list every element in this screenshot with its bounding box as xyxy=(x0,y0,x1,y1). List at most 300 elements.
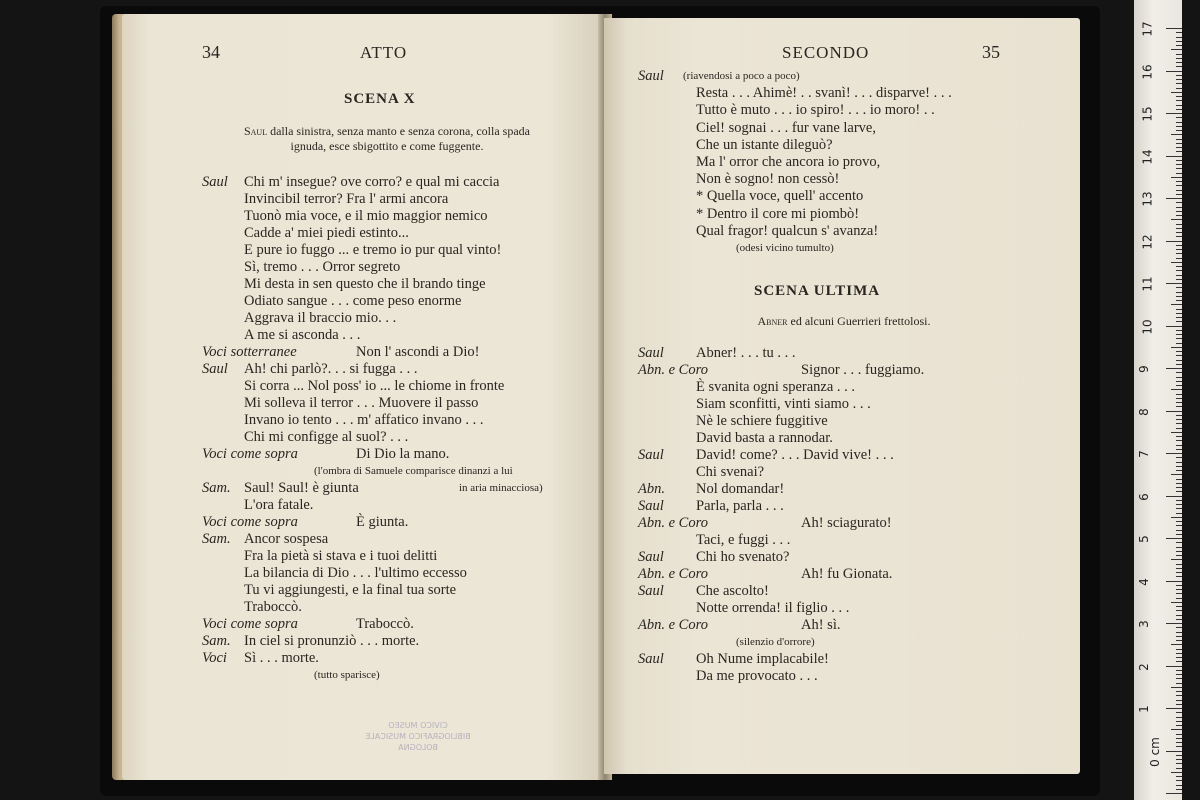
stage-intro-line1: dalla sinistra, senza manto e senza corona, colla spada xyxy=(267,124,531,138)
ruler-tick xyxy=(1176,139,1182,140)
verse-line: Saul! Saul! è giunta xyxy=(244,480,359,496)
verse-line: Tuonò mia voce, e il mio maggior nemico xyxy=(244,208,488,224)
verse-line: Si corra ... Nol poss' io ... le chiome in fronte xyxy=(244,378,505,394)
stage-intro-name: Saul xyxy=(243,124,268,138)
ruler-tick xyxy=(1176,466,1182,467)
ruler-tick xyxy=(1176,100,1182,101)
verse-line: David basta a rannodar. xyxy=(696,430,833,446)
verse-line: L'ora fatale. xyxy=(244,497,314,513)
ruler-tick xyxy=(1176,725,1182,726)
ruler-tick xyxy=(1176,313,1182,314)
ruler-tick xyxy=(1176,224,1182,225)
ruler-tick xyxy=(1176,534,1182,535)
ruler-tick xyxy=(1176,521,1182,522)
ruler-tick xyxy=(1176,436,1182,437)
ruler-tick xyxy=(1176,572,1182,573)
ruler-number: 17 xyxy=(1140,21,1155,37)
verse-line: * Quella voce, quell' accento xyxy=(696,188,864,205)
stage-direction: (riavendosi a poco a poco) xyxy=(683,70,800,82)
ruler-tick xyxy=(1176,228,1182,229)
verse-line: Ah! chi parlò?. . . si fugga . . . xyxy=(244,361,418,377)
speaker-name: Abn. e Coro xyxy=(638,362,708,378)
ruler-tick xyxy=(1176,126,1182,127)
ruler-tick xyxy=(1166,326,1182,327)
ruler-tick xyxy=(1176,343,1182,344)
ruler-tick xyxy=(1176,296,1182,297)
ruler-tick xyxy=(1176,207,1182,208)
ruler-tick xyxy=(1166,71,1182,72)
speaker-name: Abn. e Coro xyxy=(638,566,708,582)
ruler-tick xyxy=(1166,156,1182,157)
ruler-tick xyxy=(1176,759,1182,760)
verse-line: Che ascolto! xyxy=(696,583,769,599)
verse-line: Tutto è muto . . . io spiro! . . . io moro! . . xyxy=(696,102,935,119)
ruler-tick xyxy=(1176,674,1182,675)
verse-line: Traboccò. xyxy=(356,616,414,632)
ruler-tick xyxy=(1176,768,1182,769)
ruler-tick xyxy=(1176,32,1182,33)
ruler-tick xyxy=(1166,453,1182,454)
ruler-tick xyxy=(1176,742,1182,743)
right-running-head: SECONDO xyxy=(782,43,870,62)
verse-line: Cadde a' miei piedi estinto... xyxy=(244,225,409,241)
ruler-tick xyxy=(1176,423,1182,424)
ruler-tick xyxy=(1176,168,1182,169)
ruler-tick xyxy=(1176,445,1182,446)
ruler-tick xyxy=(1176,377,1182,378)
ruler-tick xyxy=(1176,712,1182,713)
speaker-name: Voci come sopra xyxy=(202,616,298,632)
stage-intro-line2: ignuda, esce sbigottito e come fuggente. xyxy=(290,139,484,153)
verse-line: Aggrava il braccio mio. . . xyxy=(244,310,397,326)
ruler-tick xyxy=(1176,173,1182,174)
ruler-tick xyxy=(1166,751,1182,752)
ruler-number: 3 xyxy=(1136,620,1151,628)
ruler-tick xyxy=(1176,381,1182,382)
ruler-tick xyxy=(1176,143,1182,144)
ruler-tick xyxy=(1166,283,1182,284)
ruler-tick xyxy=(1176,58,1182,59)
stamp-line-2: BIBLIOGRAFICO MUSICALE xyxy=(365,732,471,741)
ruler-tick xyxy=(1176,330,1182,331)
verse-line: Ah! sciagurato! xyxy=(801,515,892,531)
speaker-name: Voci xyxy=(202,650,227,666)
ruler-tick xyxy=(1176,394,1182,395)
ruler-tick xyxy=(1176,83,1182,84)
speaker-name: Voci come sopra xyxy=(202,514,298,530)
left-running-head: ATTO xyxy=(360,43,408,62)
ruler-tick xyxy=(1171,49,1182,50)
ruler-tick xyxy=(1176,785,1182,786)
ruler-tick xyxy=(1176,585,1182,586)
ruler-number: 9 xyxy=(1136,365,1151,373)
speaker-name: Saul xyxy=(638,583,664,599)
stage-direction: (silenzio d'orrore) xyxy=(736,636,815,648)
ruler-tick xyxy=(1176,683,1182,684)
ruler-tick xyxy=(1176,402,1182,403)
ruler-tick xyxy=(1176,317,1182,318)
ruler-tick xyxy=(1171,389,1182,390)
ruler-tick xyxy=(1171,559,1182,560)
ruler-tick xyxy=(1176,440,1182,441)
ruler-number: 8 xyxy=(1136,407,1151,416)
ruler-tick xyxy=(1176,211,1182,212)
right-scene-intro xyxy=(704,314,984,329)
ruler-tick xyxy=(1166,496,1182,497)
ruler-tick xyxy=(1176,147,1182,148)
ruler-tick xyxy=(1176,79,1182,80)
verse-line: Chi ho svenato? xyxy=(696,549,790,565)
ruler-tick xyxy=(1176,419,1182,420)
ruler-tick xyxy=(1176,287,1182,288)
ruler-tick xyxy=(1171,644,1182,645)
ruler-tick xyxy=(1176,130,1182,131)
speaker-name: Abn. e Coro xyxy=(638,515,708,531)
speaker-name: Abn. e Coro xyxy=(638,617,708,633)
ruler-tick xyxy=(1176,279,1182,280)
ruler-tick xyxy=(1176,292,1182,293)
verse-line: Invincibil terror? Fra l' armi ancora xyxy=(244,191,449,207)
ruler-number: 10 xyxy=(1140,318,1155,335)
ruler-tick xyxy=(1176,555,1182,556)
ruler-tick xyxy=(1176,500,1182,501)
ruler-tick xyxy=(1176,258,1182,259)
ruler-tick xyxy=(1171,177,1182,178)
ruler-tick xyxy=(1171,772,1182,773)
left-scene-title: SCENA X xyxy=(344,91,416,107)
ruler-number: 0 cm xyxy=(1147,736,1162,767)
ruler-number: 15 xyxy=(1140,106,1155,122)
ruler-tick xyxy=(1176,479,1182,480)
verse-line: Qual fragor! qualcun s' avanza! xyxy=(696,222,879,239)
verse-line: Chi m' insegue? ove corro? e qual mi caccia xyxy=(244,174,500,190)
ruler-tick xyxy=(1166,666,1182,667)
ruler-tick xyxy=(1171,517,1182,518)
ruler-tick xyxy=(1176,457,1182,458)
ruler-tick xyxy=(1176,462,1182,463)
verse-line: Siam sconfitti, vinti siamo . . . xyxy=(696,396,871,412)
ruler-tick xyxy=(1166,368,1182,369)
verse-line: Non l' ascondi a Dio! xyxy=(356,344,480,360)
ruler-tick xyxy=(1176,122,1182,123)
verse-line: Ma l' orror che ancora io provo, xyxy=(696,154,881,170)
ruler-tick xyxy=(1166,623,1182,624)
ruler-tick xyxy=(1176,746,1182,747)
ruler-tick xyxy=(1176,695,1182,696)
verse-line: Chi svenai? xyxy=(696,464,765,480)
ruler-tick xyxy=(1176,406,1182,407)
ruler-tick xyxy=(1166,411,1182,412)
scene-intro-rest: ed alcuni Guerrieri frettolosi. xyxy=(787,314,931,328)
verse-line: Sì . . . morte. xyxy=(244,650,319,666)
ruler-tick xyxy=(1171,304,1182,305)
ruler-tick xyxy=(1166,538,1182,539)
ruler-tick xyxy=(1176,508,1182,509)
ruler-tick xyxy=(1176,41,1182,42)
speaker-name: Saul xyxy=(202,361,228,377)
ruler-tick xyxy=(1176,105,1182,106)
ruler-tick xyxy=(1176,547,1182,548)
ruler-tick xyxy=(1176,428,1182,429)
verse-line: Ancor sospesa xyxy=(244,531,329,547)
ruler-tick xyxy=(1176,334,1182,335)
stage-direction: (tutto sparisce) xyxy=(314,669,380,681)
ruler-tick xyxy=(1176,185,1182,186)
ruler-tick xyxy=(1176,75,1182,76)
verse-line: Chi mi configge al suol? . . . xyxy=(244,429,409,445)
stage-direction: in aria minacciosa) xyxy=(459,482,543,494)
ruler-tick xyxy=(1176,755,1182,756)
stamp-line-1: CIVICO MUSEO xyxy=(388,721,448,730)
speaker-name: Saul xyxy=(638,68,664,84)
ruler-tick xyxy=(1176,62,1182,63)
ruler-tick xyxy=(1176,117,1182,118)
ruler-tick xyxy=(1176,385,1182,386)
ruler-tick xyxy=(1176,504,1182,505)
ruler-tick xyxy=(1176,738,1182,739)
speaker-name: Saul xyxy=(638,447,664,463)
verse-line: Resta . . . Ahimè! . . svanì! . . . disparve! . . . xyxy=(696,85,952,102)
ruler-tick xyxy=(1176,593,1182,594)
ruler-tick xyxy=(1176,576,1182,577)
ruler-tick xyxy=(1176,564,1182,565)
ruler-tick xyxy=(1176,776,1182,777)
verse-line: Da me provocato . . . xyxy=(696,668,818,684)
ruler-tick xyxy=(1171,219,1182,220)
ruler-tick xyxy=(1176,780,1182,781)
ruler-tick xyxy=(1176,636,1182,637)
ruler-tick xyxy=(1176,627,1182,628)
verse-line: Ah! fu Gionata. xyxy=(801,566,893,582)
verse-line: Fra la pietà si stava e i tuoi delitti xyxy=(244,548,438,564)
ruler-number: 4 xyxy=(1136,577,1151,586)
ruler-tick xyxy=(1176,615,1182,616)
verse-line: Che un istante dileguò? xyxy=(696,136,833,153)
ruler-tick xyxy=(1176,245,1182,246)
stamp-line-3: BOLOGNA xyxy=(398,743,438,752)
ruler-tick xyxy=(1176,372,1182,373)
ruler-tick xyxy=(1176,704,1182,705)
right-page-number: 35 xyxy=(982,42,1000,62)
left-page-number: 34 xyxy=(202,42,220,62)
ruler-tick xyxy=(1176,190,1182,191)
ruler-tick xyxy=(1171,262,1182,263)
ruler-tick xyxy=(1176,525,1182,526)
verse-line: Tu vi aggiungesti, e la final tua sorte xyxy=(244,582,457,598)
verse-line: Traboccò. xyxy=(244,599,302,615)
ruler-tick xyxy=(1171,134,1182,135)
verse-line: Non è sogno! non cessò! xyxy=(696,171,840,188)
speaker-name: Sam. xyxy=(202,633,231,649)
ruler-tick xyxy=(1176,355,1182,356)
speaker-name: Sam. xyxy=(202,531,231,547)
verse-line: La bilancia di Dio . . . l'ultimo eccesso xyxy=(244,565,467,581)
verse-line: Di Dio la mano. xyxy=(356,446,450,462)
ruler-tick xyxy=(1176,266,1182,267)
ruler-tick xyxy=(1176,568,1182,569)
verse-line: Mi desta in sen questo che il brando tinge xyxy=(244,276,486,292)
verse-line: Odiato sangue . . . come peso enorme xyxy=(244,293,462,309)
ruler-tick xyxy=(1176,96,1182,97)
speaker-name: Saul xyxy=(638,651,664,667)
ruler-tick xyxy=(1176,551,1182,552)
ruler-tick xyxy=(1176,364,1182,365)
ruler-tick xyxy=(1176,598,1182,599)
ruler-tick xyxy=(1171,432,1182,433)
ruler-tick xyxy=(1176,632,1182,633)
ruler-tick xyxy=(1176,415,1182,416)
ruler-tick xyxy=(1176,789,1182,790)
ruler-tick xyxy=(1171,474,1182,475)
verse-line: Ciel! sognai . . . fur vane larve, xyxy=(696,119,876,136)
ruler-number: 13 xyxy=(1140,191,1155,207)
speaker-name: Saul xyxy=(638,549,664,565)
ruler-tick xyxy=(1176,164,1182,165)
library-stamp xyxy=(362,720,474,770)
ruler-tick xyxy=(1176,700,1182,701)
ruler-tick xyxy=(1176,309,1182,310)
measuring-ruler xyxy=(1134,0,1182,800)
ruler-tick xyxy=(1176,321,1182,322)
ruler-tick xyxy=(1176,66,1182,67)
ruler-tick xyxy=(1176,530,1182,531)
ruler-tick xyxy=(1176,513,1182,514)
ruler-tick xyxy=(1176,657,1182,658)
ruler-number: 16 xyxy=(1140,63,1155,80)
ruler-tick xyxy=(1176,640,1182,641)
ruler-tick xyxy=(1176,653,1182,654)
ruler-tick xyxy=(1166,113,1182,114)
ruler-tick xyxy=(1176,109,1182,110)
ruler-tick xyxy=(1176,691,1182,692)
ruler-tick xyxy=(1166,198,1182,199)
ruler-tick xyxy=(1176,253,1182,254)
ruler-number: 11 xyxy=(1140,276,1155,292)
speaker-name: Abn. xyxy=(638,481,665,497)
ruler-tick xyxy=(1176,360,1182,361)
stage-direction: (l'ombra di Samuele comparisce dinanzi a lui xyxy=(314,465,513,477)
verse-line: Ah! sì. xyxy=(801,617,841,633)
ruler-tick xyxy=(1176,202,1182,203)
ruler-number: 14 xyxy=(1140,148,1155,165)
left-page xyxy=(122,14,604,780)
ruler-tick xyxy=(1176,181,1182,182)
ruler-tick xyxy=(1176,88,1182,89)
ruler-tick xyxy=(1176,275,1182,276)
verse-line: David! come? . . . David vive! . . . xyxy=(696,447,894,463)
verse-line: È svanita ogni speranza . . . xyxy=(696,379,856,395)
ruler-tick xyxy=(1176,338,1182,339)
verse-line: Oh Nume implacabile! xyxy=(696,651,829,667)
ruler-tick xyxy=(1176,483,1182,484)
ruler-tick xyxy=(1176,610,1182,611)
ruler-number: 6 xyxy=(1136,492,1151,501)
ruler-tick xyxy=(1176,589,1182,590)
verse-line: In ciel si pronunziò . . . morte. xyxy=(244,633,420,649)
ruler-tick xyxy=(1176,721,1182,722)
ruler-tick xyxy=(1176,717,1182,718)
ruler-number: 2 xyxy=(1136,662,1151,671)
ruler-tick xyxy=(1176,487,1182,488)
ruler-tick xyxy=(1176,398,1182,399)
ruler-tick xyxy=(1176,606,1182,607)
ruler-tick xyxy=(1171,687,1182,688)
speaker-name: Voci sotterranee xyxy=(202,344,297,360)
ruler-number: 5 xyxy=(1136,535,1151,543)
stage-direction: (odesi vicino tumulto) xyxy=(736,242,834,254)
ruler-number: 7 xyxy=(1136,450,1151,458)
ruler-tick xyxy=(1176,449,1182,450)
ruler-tick xyxy=(1166,241,1182,242)
ruler-tick xyxy=(1176,542,1182,543)
right-page xyxy=(604,18,1080,774)
ruler-tick xyxy=(1176,351,1182,352)
ruler-tick xyxy=(1176,215,1182,216)
ruler-tick xyxy=(1166,28,1182,29)
ruler-tick xyxy=(1176,236,1182,237)
ruler-tick xyxy=(1176,54,1182,55)
verse-line: Signor . . . fuggiamo. xyxy=(801,362,925,378)
speaker-name: Sam. xyxy=(202,480,231,496)
ruler-tick xyxy=(1176,160,1182,161)
right-scene-title: SCENA ULTIMA xyxy=(754,283,881,299)
ruler-number: 1 xyxy=(1136,705,1151,713)
ruler-tick xyxy=(1176,763,1182,764)
ruler-tick xyxy=(1171,729,1182,730)
ruler-tick xyxy=(1176,649,1182,650)
verse-line: E pure io fuggo ... e tremo io pur qual vinto! xyxy=(244,242,502,258)
ruler-tick xyxy=(1176,300,1182,301)
ruler-tick xyxy=(1176,670,1182,671)
ruler-tick xyxy=(1171,92,1182,93)
speaker-name: Saul xyxy=(638,498,664,514)
ruler-tick xyxy=(1176,491,1182,492)
ruler-tick xyxy=(1176,45,1182,46)
ruler-tick xyxy=(1166,793,1182,794)
ruler-tick xyxy=(1176,249,1182,250)
verse-line: Taci, e fuggi . . . xyxy=(696,532,791,548)
verse-line: Invano io tento . . . m' affatico invano . . . xyxy=(244,412,484,428)
verse-line: Nè le schiere fuggitive xyxy=(696,413,828,429)
ruler-tick xyxy=(1166,708,1182,709)
verse-line: Abner! . . . tu . . . xyxy=(696,345,796,361)
ruler-tick xyxy=(1176,678,1182,679)
ruler-tick xyxy=(1176,151,1182,152)
ruler-tick xyxy=(1176,619,1182,620)
verse-line: Mi solleva il terror . . . Muovere il passo xyxy=(244,395,479,411)
left-stage-intro xyxy=(192,124,582,154)
ruler-tick xyxy=(1171,347,1182,348)
ruler-tick xyxy=(1176,232,1182,233)
verse-line: È giunta. xyxy=(356,514,409,530)
scene-intro-name: Abner xyxy=(757,314,788,328)
speaker-name: Saul xyxy=(638,345,664,361)
ruler-tick xyxy=(1176,270,1182,271)
verse-line: Sì, tremo . . . Orror segreto xyxy=(244,259,401,275)
verse-line: * Dentro il core mi piombò! xyxy=(696,205,860,222)
ruler-tick xyxy=(1176,37,1182,38)
speaker-name: Voci come sopra xyxy=(202,446,298,462)
verse-line: A me si asconda . . . xyxy=(244,327,361,343)
verse-line: Parla, parla . . . xyxy=(696,498,784,514)
ruler-tick xyxy=(1176,661,1182,662)
verse-line: Notte orrenda! il figlio . . . xyxy=(696,600,850,616)
ruler-tick xyxy=(1176,734,1182,735)
ruler-tick xyxy=(1176,194,1182,195)
ruler-number: 12 xyxy=(1140,233,1155,250)
ruler-tick xyxy=(1166,581,1182,582)
speaker-name: Saul xyxy=(202,174,228,190)
